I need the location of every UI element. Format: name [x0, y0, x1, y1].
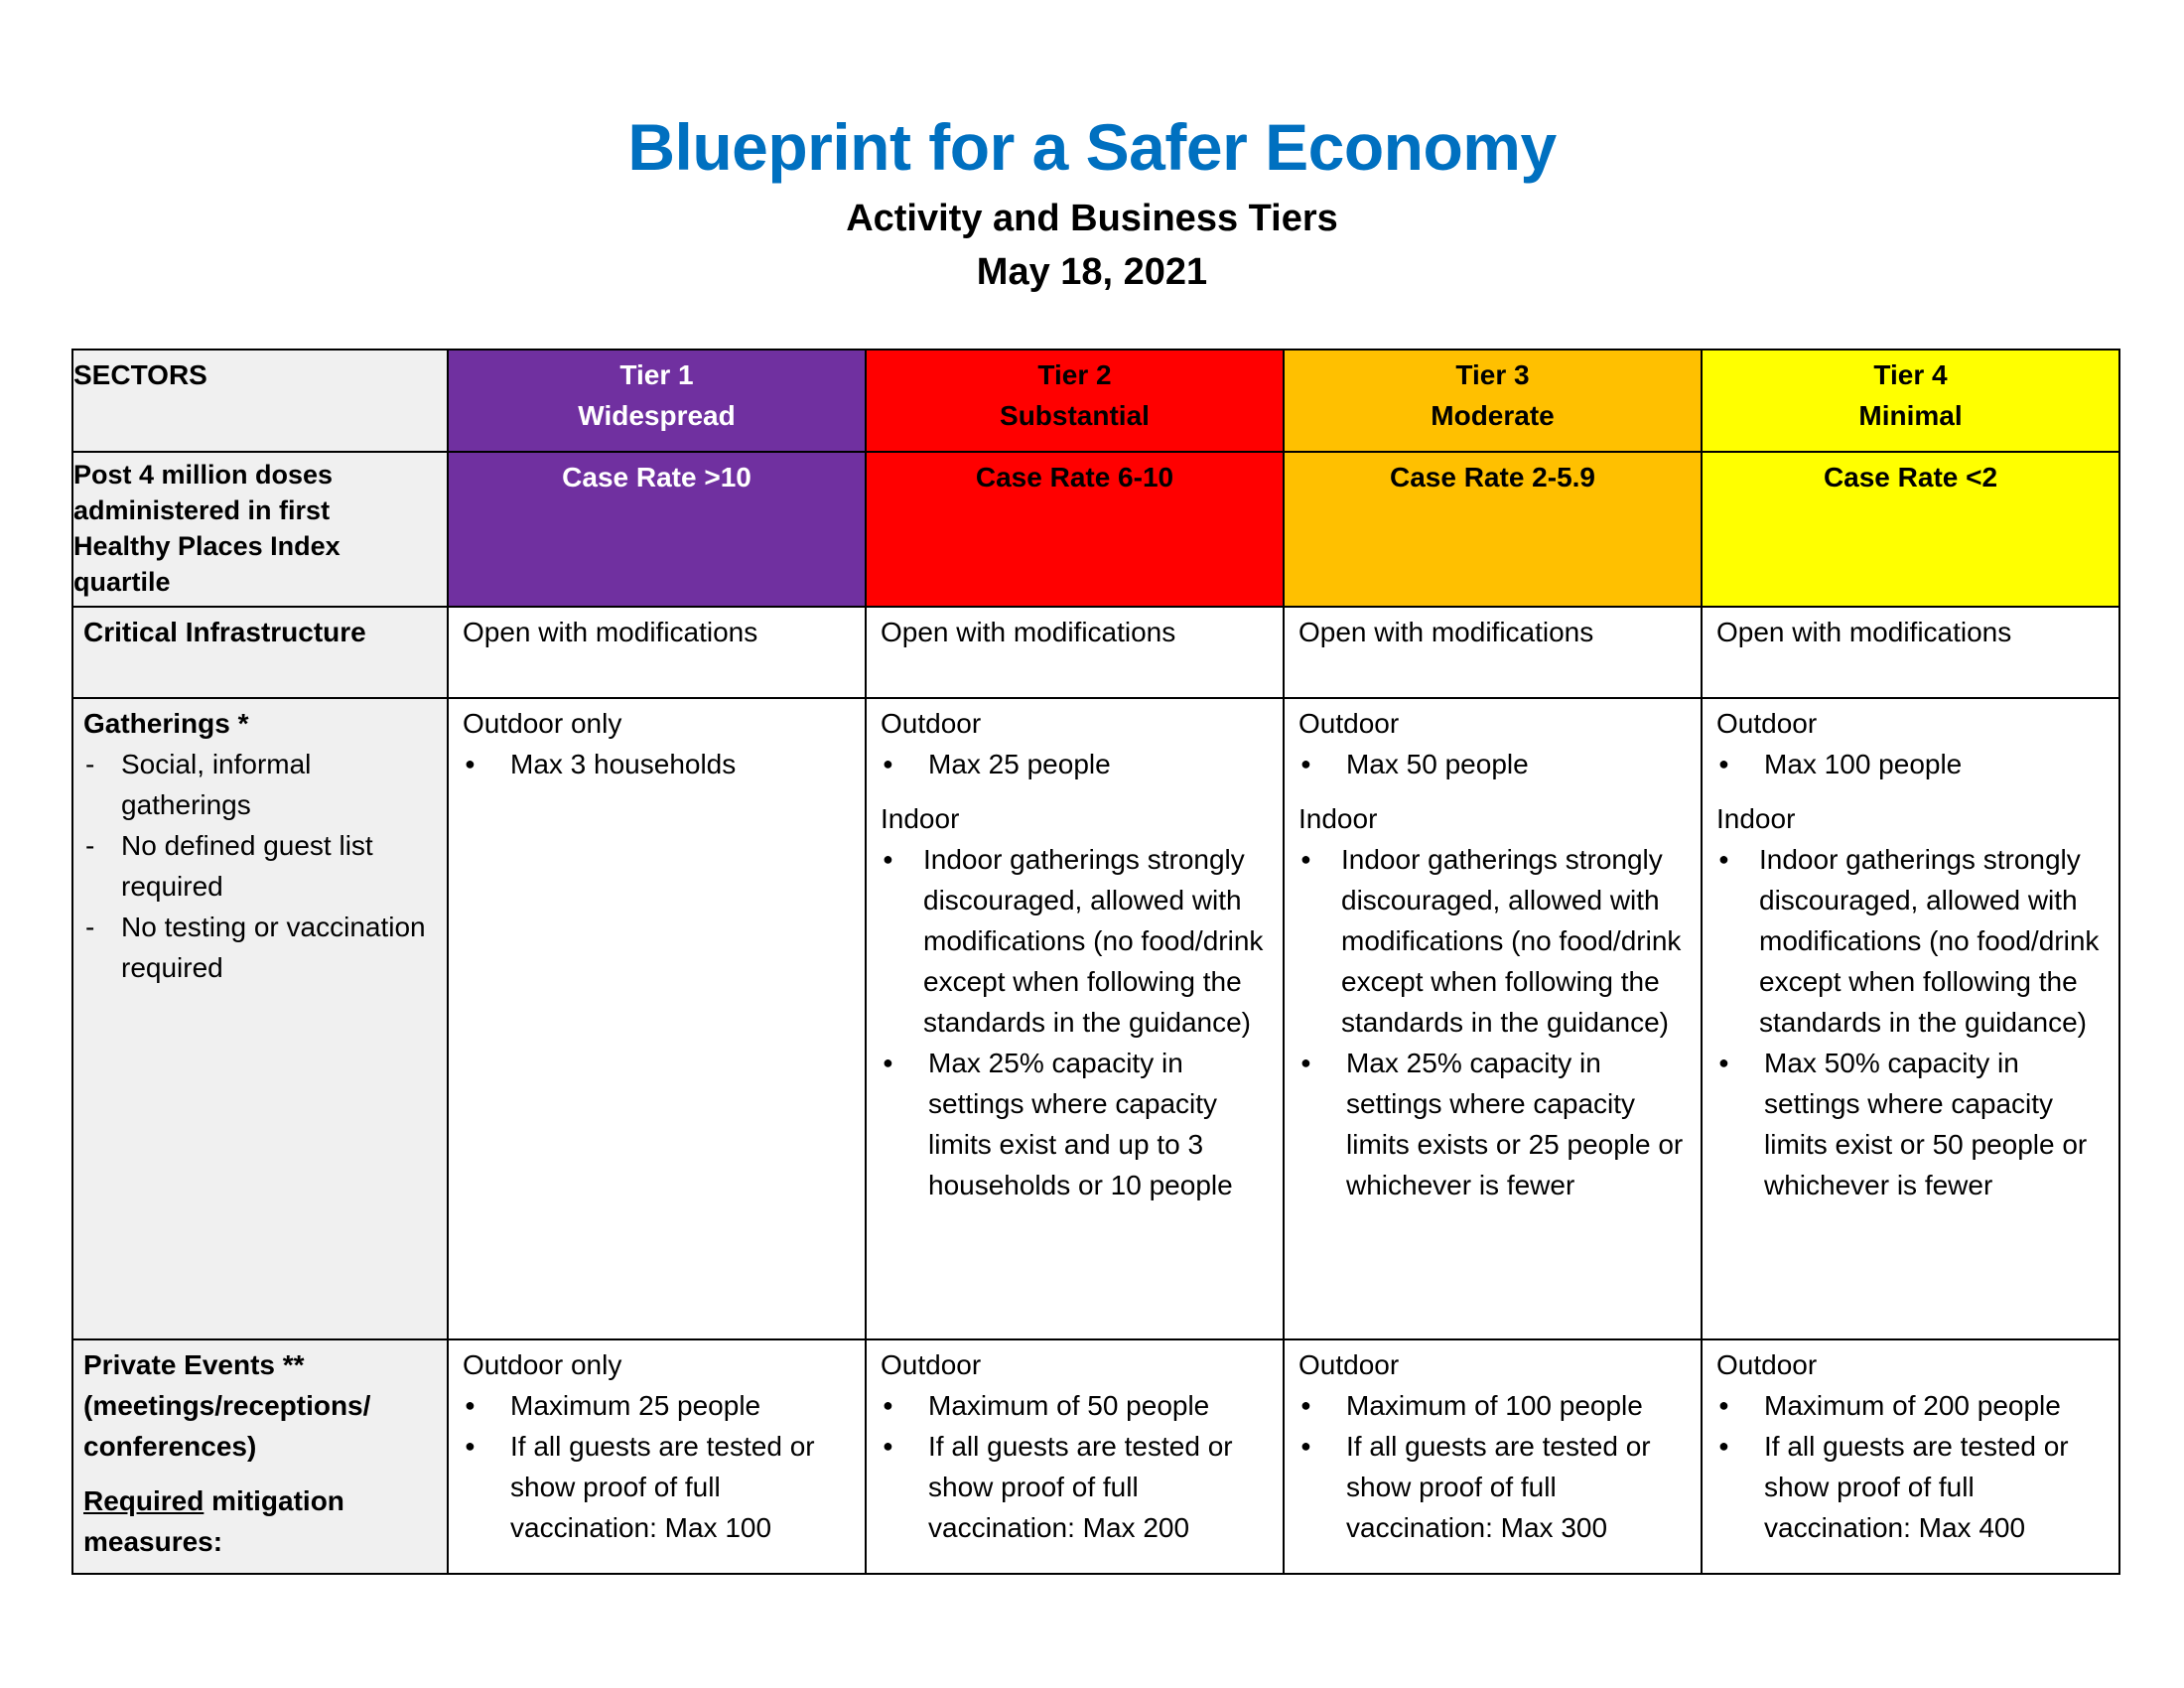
list-item: ● Maximum 25 people: [463, 1385, 851, 1426]
critical-tier3: Open with modifications: [1284, 607, 1702, 698]
gatherings-sub-item: - Social, informal gatherings: [83, 744, 433, 825]
tier-header-row: [72, 350, 2119, 452]
events-list: [1298, 1385, 1687, 1548]
tiers-table: [71, 349, 2120, 1575]
list-item: ● Max 25% capacity in settings where capacity limits exists or 25 people or whichever is fewer: [1298, 1043, 1687, 1205]
indoor-label: Indoor: [1716, 803, 1796, 834]
outdoor-label: Outdoor: [1716, 708, 1818, 739]
gatherings-sub-item: - No defined guest list required: [83, 825, 433, 907]
doses-label: Post 4 million doses administered in first Healthy Places Index quartile: [72, 452, 448, 607]
list-item: ● Indoor gatherings strongly discouraged, allowed with modifications (no food/drink except when following the standards in the guidance): [1716, 839, 2115, 1043]
mitigation-rest: mitigation measures:: [83, 1485, 344, 1557]
gatherings-sub-list: [83, 744, 433, 988]
indoor-list: [1716, 839, 2105, 1205]
list-item: ● Maximum of 50 people: [881, 1385, 1269, 1426]
private-events-tier4: [1702, 1339, 2119, 1574]
indoor-list: [881, 839, 1269, 1205]
list-item: ● If all guests are tested or show proof of full vaccination: Max 200: [881, 1426, 1269, 1548]
list-item: ● Maximum of 100 people: [1298, 1385, 1687, 1426]
critical-infrastructure-row: [72, 607, 2119, 698]
critical-tier1: Open with modifications: [448, 607, 866, 698]
gatherings-tier4: [1702, 698, 2119, 1339]
gatherings-sub-item: - No testing or vaccination required: [83, 907, 433, 988]
list-item: ● If all guests are tested or show proof of full vaccination: Max 100: [463, 1426, 851, 1548]
list-item: ● Maximum of 200 people: [1716, 1385, 2105, 1426]
tier1-name: Widespread: [578, 400, 736, 431]
list-item: ● Max 25% capacity in settings where capacity limits exist and up to 3 households or 10 people: [881, 1043, 1269, 1205]
events-list: [881, 1385, 1269, 1548]
critical-tier2: Open with modifications: [866, 607, 1284, 698]
events-heading: Outdoor: [1716, 1349, 1818, 1380]
tier1-case-rate: Case Rate >10: [448, 452, 866, 607]
critical-tier4: Open with modifications: [1702, 607, 2119, 698]
gatherings-tier3: [1284, 698, 1702, 1339]
private-events-label-cell: [72, 1339, 448, 1574]
list-item: ● Max 100 people: [1716, 744, 2105, 784]
tier4-header: [1702, 350, 2119, 452]
mitigation-label: [83, 1480, 433, 1562]
gatherings-label-cell: [72, 698, 448, 1339]
events-heading: Outdoor: [1298, 1349, 1400, 1380]
outdoor-list: [463, 744, 851, 784]
outdoor-label: Outdoor: [881, 708, 982, 739]
tier3-number: Tier 3: [1455, 359, 1530, 390]
tier1-header: [448, 350, 866, 452]
tier3-case-rate: Case Rate 2-5.9: [1284, 452, 1702, 607]
outdoor-label: Outdoor only: [463, 708, 622, 739]
events-list: [1716, 1385, 2105, 1548]
list-item: ● If all guests are tested or show proof of full vaccination: Max 400: [1716, 1426, 2105, 1548]
list-item: ● Max 25 people: [881, 744, 1269, 784]
critical-infrastructure-label: Critical Infrastructure: [72, 607, 448, 698]
list-item: ● Max 50% capacity in settings where capacity limits exist or 50 people or whichever is fewer: [1716, 1043, 2105, 1205]
document-title: Blueprint for a Safer Economy: [627, 110, 1557, 184]
mitigation-required: Required: [83, 1485, 205, 1516]
gatherings-label: Gatherings *: [83, 708, 249, 739]
list-item: ● Max 50 people: [1298, 744, 1687, 784]
private-events-row: [72, 1339, 2119, 1574]
indoor-label: Indoor: [1298, 803, 1378, 834]
outdoor-list: [1298, 744, 1687, 784]
tier4-number: Tier 4: [1873, 359, 1948, 390]
private-events-tier3: [1284, 1339, 1702, 1574]
private-events-tier1: [448, 1339, 866, 1574]
gatherings-tier2: [866, 698, 1284, 1339]
outdoor-list: [1716, 744, 2105, 784]
private-events-tier2: [866, 1339, 1284, 1574]
private-events-label: Private Events **: [83, 1349, 305, 1380]
gatherings-row: [72, 698, 2119, 1339]
tier3-name: Moderate: [1431, 400, 1555, 431]
sectors-label-text: SECTORS: [73, 359, 207, 390]
case-rate-row: [72, 452, 2119, 607]
list-item: ● Max 3 households: [463, 744, 851, 784]
events-heading: Outdoor only: [463, 1349, 622, 1380]
indoor-list: [1298, 839, 1687, 1205]
list-item: ● Indoor gatherings strongly discouraged, allowed with modifications (no food/drink except when following the standards in the guidance): [1298, 839, 1697, 1043]
gatherings-tier1: [448, 698, 866, 1339]
tier4-case-rate: Case Rate <2: [1702, 452, 2119, 607]
events-heading: Outdoor: [881, 1349, 982, 1380]
document-date: May 18, 2021: [976, 251, 1208, 293]
tier2-header: [866, 350, 1284, 452]
tier3-header: [1284, 350, 1702, 452]
tier4-name: Minimal: [1858, 400, 1963, 431]
outdoor-label: Outdoor: [1298, 708, 1400, 739]
list-item: ● Indoor gatherings strongly discouraged, allowed with modifications (no food/drink except when following the standards in the guidance): [881, 839, 1279, 1043]
private-events-sub-label: (meetings/receptions/ conferences): [83, 1390, 371, 1462]
tier2-case-rate: Case Rate 6-10: [866, 452, 1284, 607]
sectors-label: [72, 350, 448, 452]
indoor-label: Indoor: [881, 803, 960, 834]
tier2-name: Substantial: [1000, 400, 1150, 431]
outdoor-list: [881, 744, 1269, 784]
tier1-number: Tier 1: [619, 359, 694, 390]
events-list: [463, 1385, 851, 1548]
list-item: ● If all guests are tested or show proof of full vaccination: Max 300: [1298, 1426, 1687, 1548]
tier2-number: Tier 2: [1037, 359, 1112, 390]
document-subtitle: Activity and Business Tiers: [846, 198, 1338, 239]
